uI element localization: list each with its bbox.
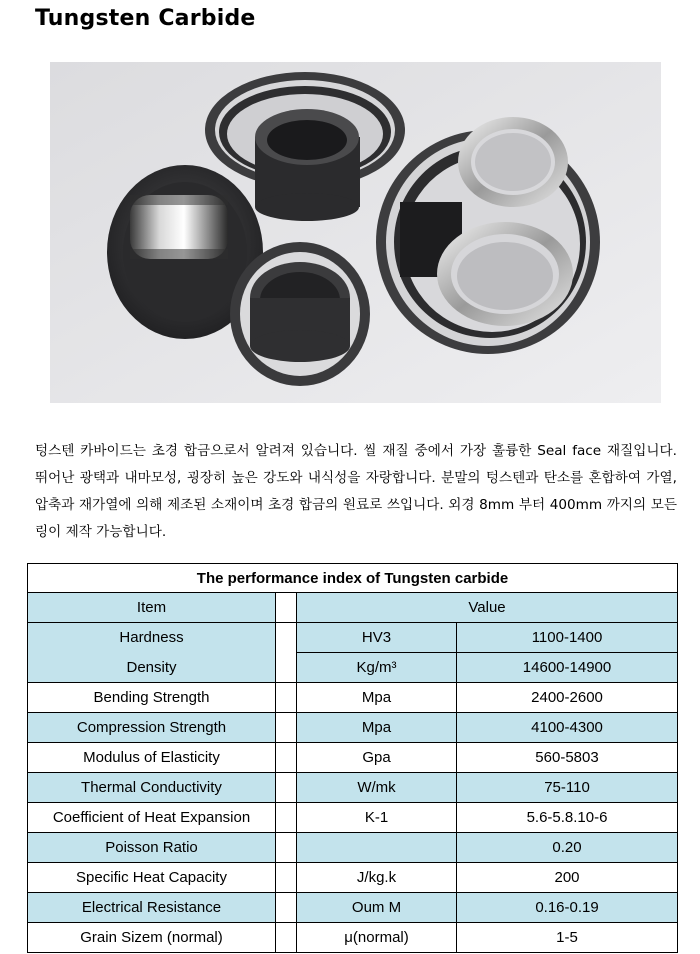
row-value: 75-110 — [457, 773, 678, 803]
product-photo — [50, 62, 661, 403]
row-value: 2400-2600 — [457, 683, 678, 713]
description-text: 텅스텐 카바이드는 초경 합금으로서 알려져 있습니다. 씰 재질 중에서 가장 훌륭한 Seal face 재질입니다. 뛰어난 광택과 내마모성, 굉장히 높은 강도와 내식성을 자랑합니다. 분말의 텅스텐과 탄소를 혼합하여 가열, 압축과 재가열에 의해 제조된 소재이며 초경 합금의 원료로 쓰입니다. 외경 8mm 부터 400mm 까지의 모든 링이 제작 가능합니다. — [35, 442, 677, 540]
gap-cell — [276, 713, 297, 743]
gap-cell — [276, 893, 297, 923]
row-value: 200 — [457, 863, 678, 893]
row-unit: HV3 — [297, 623, 457, 653]
gap-cell — [276, 923, 297, 953]
row-item: Electrical Resistance — [28, 893, 276, 923]
header-value: Value — [297, 593, 678, 623]
row-item: Poisson Ratio — [28, 833, 276, 863]
row-value: 0.16-0.19 — [457, 893, 678, 923]
tungsten-carbide-rings-image — [50, 62, 661, 403]
row-item: Bending Strength — [28, 683, 276, 713]
row-unit: Mpa — [297, 683, 457, 713]
row-item: Specific Heat Capacity — [28, 863, 276, 893]
row-unit — [297, 833, 457, 863]
row-unit: W/mk — [297, 773, 457, 803]
gap-cell — [276, 863, 297, 893]
gap-cell — [276, 773, 297, 803]
gap-cell — [276, 623, 297, 653]
row-item: Modulus of Elasticity — [28, 743, 276, 773]
row-unit: Gpa — [297, 743, 457, 773]
row-item: Grain Sizem (normal) — [28, 923, 276, 953]
row-value: 0.20 — [457, 833, 678, 863]
row-unit: J/kg.k — [297, 863, 457, 893]
gap-cell — [276, 803, 297, 833]
gap-cell — [276, 653, 297, 683]
row-value: 1-5 — [457, 923, 678, 953]
header-item: Item — [28, 593, 276, 623]
row-unit: μ(normal) — [297, 923, 457, 953]
row-item: Hardness — [28, 623, 276, 653]
row-value: 1100-1400 — [457, 623, 678, 653]
row-value: 4100-4300 — [457, 713, 678, 743]
row-value: 5.6-5.8.10-6 — [457, 803, 678, 833]
page-title: Tungsten Carbide — [35, 6, 256, 31]
row-item: Thermal Conductivity — [28, 773, 276, 803]
row-unit: Kg/m³ — [297, 653, 457, 683]
row-unit: K-1 — [297, 803, 457, 833]
row-item: Density — [28, 653, 276, 683]
performance-table — [27, 563, 678, 953]
row-item: Compression Strength — [28, 713, 276, 743]
gap-cell — [276, 593, 297, 623]
row-value: 560-5803 — [457, 743, 678, 773]
gap-cell — [276, 833, 297, 863]
row-unit: Mpa — [297, 713, 457, 743]
row-unit: Oum M — [297, 893, 457, 923]
gap-cell — [276, 743, 297, 773]
row-value: 14600-14900 — [457, 653, 678, 683]
table-caption: The performance index of Tungsten carbide — [28, 564, 678, 593]
row-item: Coefficient of Heat Expansion — [28, 803, 276, 833]
gap-cell — [276, 683, 297, 713]
